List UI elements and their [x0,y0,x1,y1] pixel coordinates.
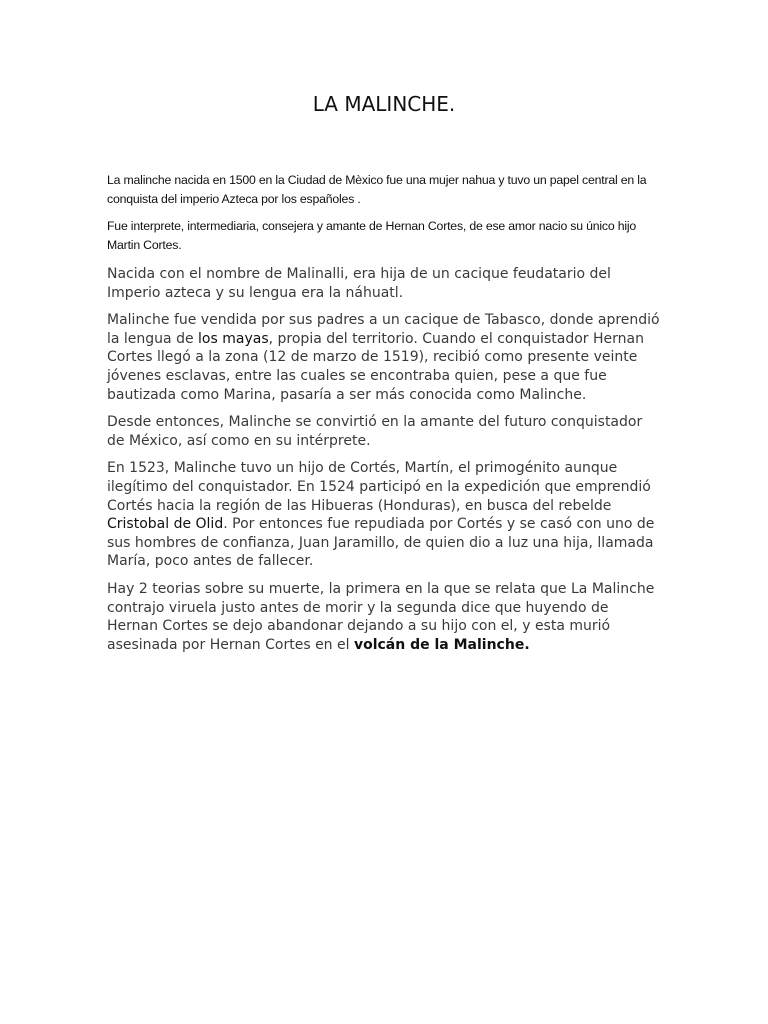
paragraph-death [107,580,663,654]
paragraph-sold [107,311,663,404]
paragraph-origin: Nacida con el nombre de Malinalli, era hija de un cacique feudatario del Imperio azteca y su lengua era la náhuatl. [107,266,611,301]
paragraph-sold-text-2: , propia del territorio. Cuando el conquistador Hernan Cortes llegó a la zona (12 de marzo de 1519), recibió como presente veinte jóvenes esclavas, entre las cuales se encontraba quien, pese a que fue bautizada como Marina, pasaría a ser más conocida como Malinche. [107,330,644,403]
paragraph-birth: La malinche nacida en 1500 en la Ciudad de Mèxico fue una mujer nahua y tuvo un papel central en la conquista del imperio Azteca por los españoles . [107,173,647,206]
link-los-mayas[interactable]: los mayas [198,330,269,347]
document-title: LA MALINCHE. [312,92,456,116]
bold-volcan-malinche: volcán de la Malinche. [353,636,530,653]
paragraph-son [107,459,663,571]
paragraph-son-text-1: En 1523, Malinche tuvo un hijo de Cortés, Martín, el primogénito aunque ilegítimo del conquistador. En 1524 participó en la expedición que emprendió Cortés hacia la región de las Hibueras (Honduras), en busca del rebelde [107,460,651,514]
link-cristobal-de-olid[interactable]: Cristobal de Olid [107,516,224,533]
document-body [107,171,663,663]
paragraph-lover: Desde entonces, Malinche se convirtió en la amante del futuro conquistador de México, así como en su intérprete. [107,414,643,449]
paragraph-role: Fue interprete, intermediaria, consejera y amante de Hernan Cortes, de ese amor nacio su único hijo Martin Cortes. [107,219,637,252]
paragraph-son-text-2: . Por entonces fue repudiada por Cortés y se casó con uno de sus hombres de confianza, Juan Jaramillo, de quien dio a luz una hija, llamada María, poco antes de fallecer. [107,516,655,570]
paragraph-sold-text-1: Malinche fue vendida por sus padres a un cacique de Tabasco, donde aprendió la lengua de [107,312,660,347]
paragraph-death-text: Hay 2 teorias sobre su muerte, la primera en la que se relata que La Malinche contrajo viruela justo antes de morir y la segunda dice que huyendo de Hernan Cortes se dejo abandonar dejando a su hijo con el, y esta murió asesinada por Hernan Cortes en el [107,580,655,653]
